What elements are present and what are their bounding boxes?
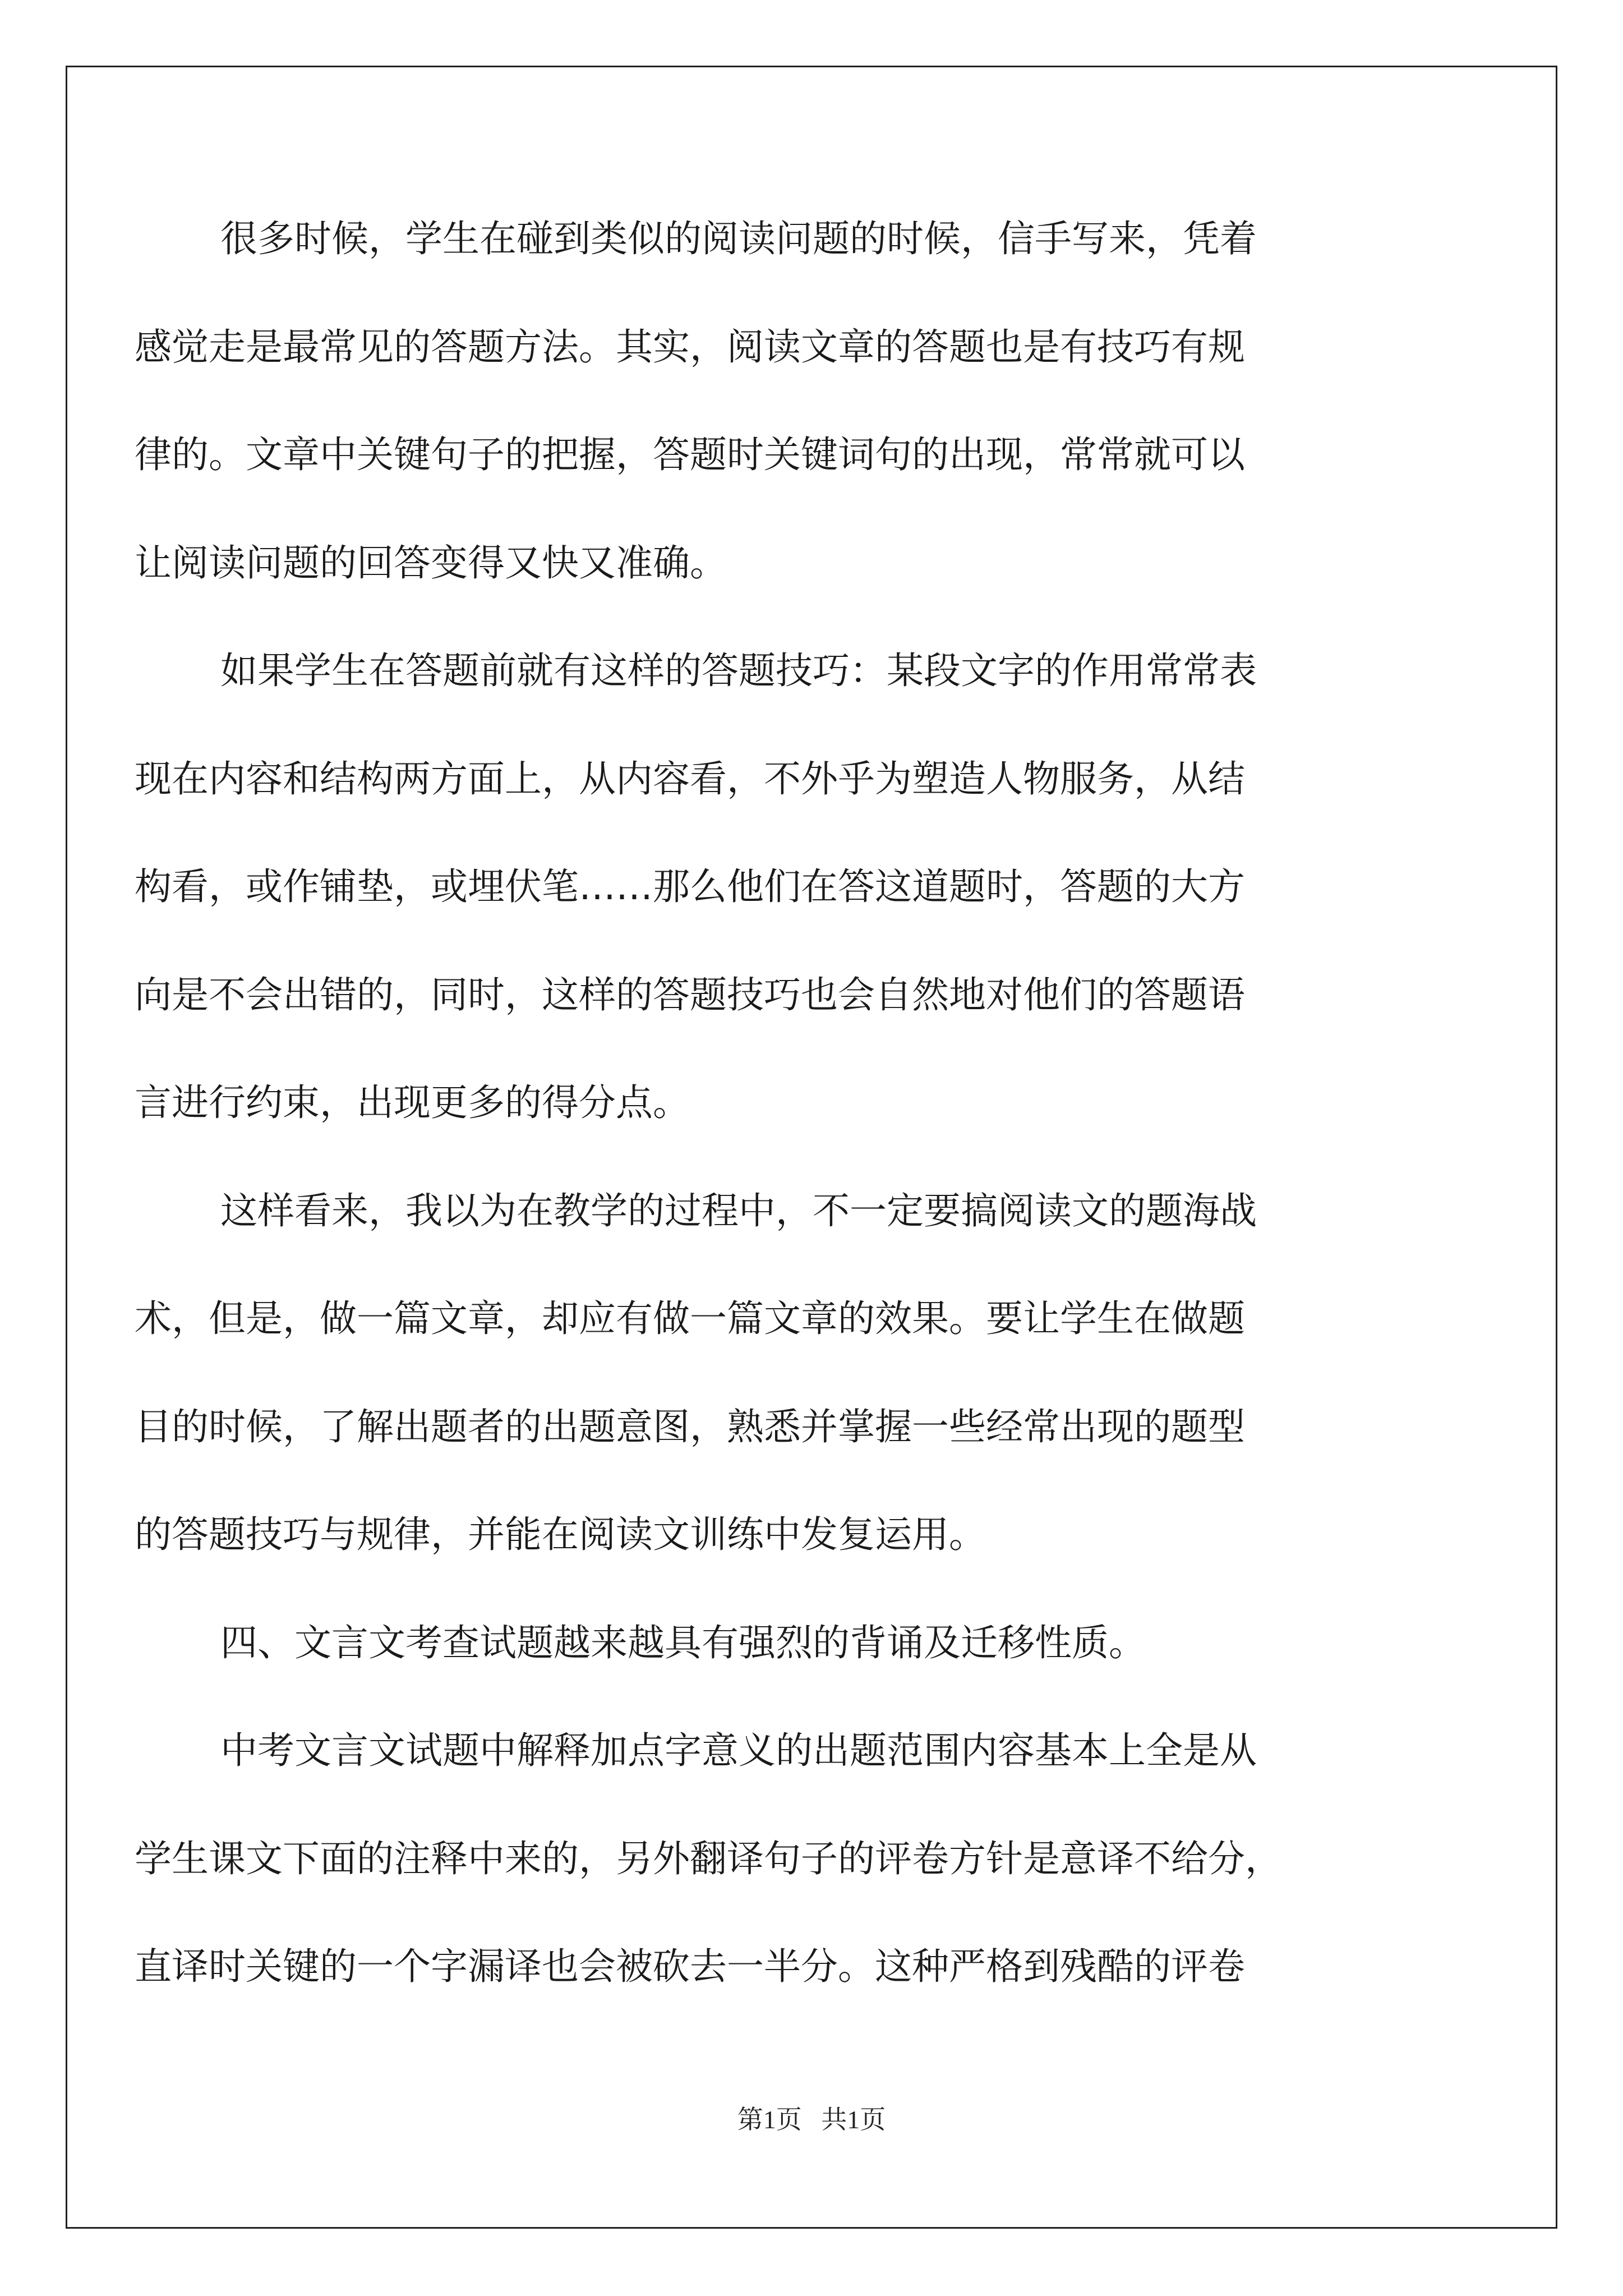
text-line: 很多时候，学生在碰到类似的阅读问题的时候，信手写来，凭着 (220, 217, 1257, 260)
text-line: 现在内容和结构两方面上，从内容看，不外乎为塑造人物服务，从结 (135, 757, 1245, 800)
text-line: 律的。文章中关键句子的把握，答题时关键词句的出现，常常就可以 (135, 433, 1245, 476)
text-line: 感觉走是最常见的答题方法。其实，阅读文章的答题也是有技巧有规 (135, 325, 1245, 369)
paragraph-3 (135, 1157, 1537, 1589)
text-line: 目的时候，了解出题者的出题意图，熟悉并掌握一些经常出现的题型 (135, 1405, 1245, 1448)
paragraph-1 (135, 185, 1537, 617)
text-line: 直译时关键的一个字漏译也会被砍去一半分。这种严格到残酷的评卷 (135, 1945, 1245, 1988)
page-total: 共1页 (821, 2105, 886, 2134)
text-line: 如果学生在答题前就有这样的答题技巧：某段文字的作用常常表 (220, 649, 1257, 692)
text-line: 学生课文下面的注释中来的，另外翻译句子的评卷方针是意译不给分， (135, 1837, 1282, 1880)
paragraph-5 (135, 1697, 1537, 2021)
text-line: 术，但是，做一篇文章，却应有做一篇文章的效果。要让学生在做题 (135, 1297, 1245, 1340)
text-line: 让阅读问题的回答变得又快又准确。 (135, 541, 727, 585)
text-line: 四、文言文考查试题越来越具有强烈的背诵及迁移性质。 (220, 1621, 1146, 1664)
text-line: 构看，或作铺垫，或埋伏笔……那么他们在答这道题时，答题的大方 (135, 865, 1245, 908)
text-line: 这样看来，我以为在教学的过程中，不一定要搞阅读文的题海战 (220, 1189, 1257, 1232)
text-line: 言进行约束，出现更多的得分点。 (135, 1081, 690, 1124)
paragraph-4 (135, 1589, 1537, 1697)
page-number: 第1页 (737, 2105, 802, 2134)
paragraph-2 (135, 617, 1537, 1157)
text-line: 中考文言文试题中解释加点字意义的出题范围内容基本上全是从 (220, 1729, 1257, 1772)
document-body (135, 185, 1537, 2021)
text-line: 向是不会出错的，同时，这样的答题技巧也会自然地对他们的答题语 (135, 973, 1245, 1016)
text-line: 的答题技巧与规律，并能在阅读文训练中发复运用。 (135, 1513, 986, 1556)
page-footer (0, 2099, 1623, 2136)
